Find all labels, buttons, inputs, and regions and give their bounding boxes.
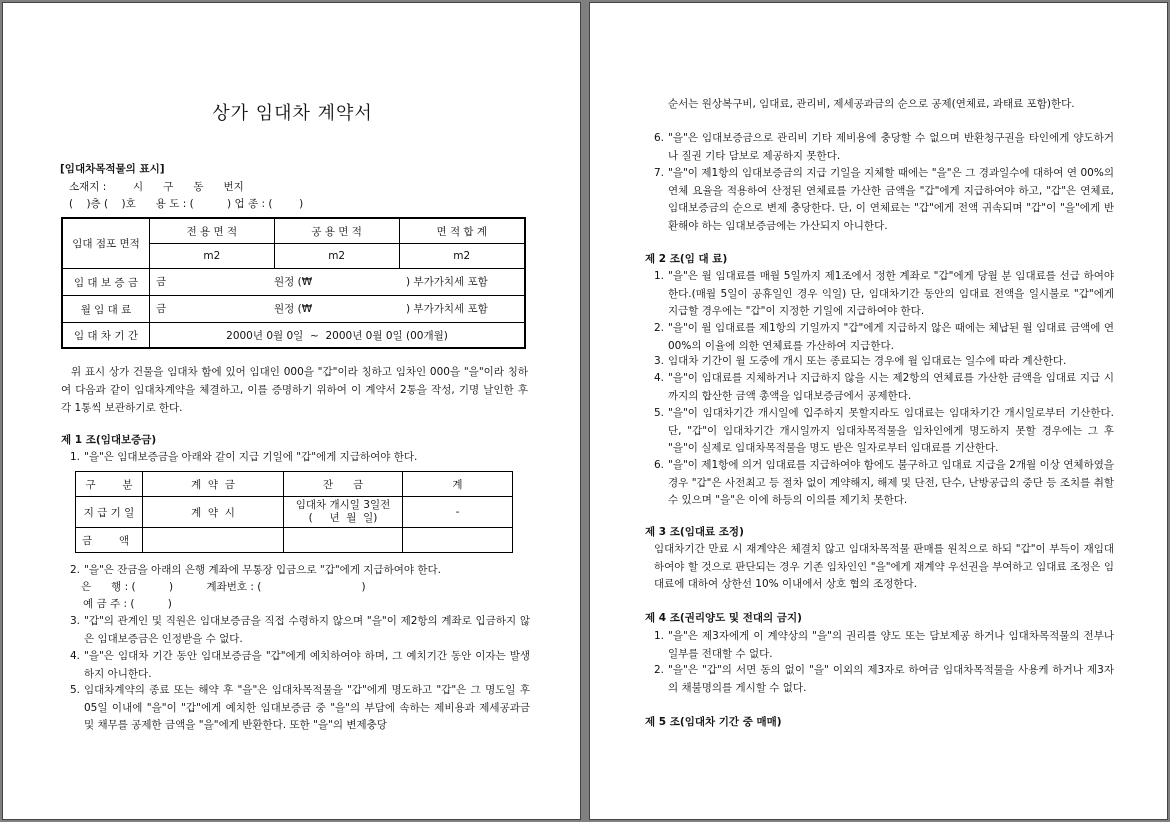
art2-item-2: 2. "을"이 월 임대료를 제1항의 기일까지 "갑"에게 지급하지 않은 때에는 체납된 월 임대료 금액에 연 00%의 이율에 의한 연체료를 가산하여 지급한다. xyxy=(654,322,1114,352)
pay-r1c1: 지 급 기 일 xyxy=(76,497,143,528)
document-page-1 xyxy=(2,2,581,820)
article-3-title: 제 3 조(임대료 조정) xyxy=(645,526,744,538)
pay-r1c4: - xyxy=(403,497,513,528)
pay-r2c1: 금 액 xyxy=(76,528,143,553)
document-title: 상가 임대차 계약서 xyxy=(212,103,373,124)
property-table xyxy=(61,217,526,349)
property-heading: [임대차목적물의 표시] xyxy=(60,163,165,175)
floor-line: ( )층 ( )호 용 도 : ( ) 업 종 : ( ) xyxy=(69,198,304,210)
document-page-2 xyxy=(589,2,1168,820)
unit-common: m2 xyxy=(274,244,399,269)
art1-item-1: 1. "을"은 임대보증금을 아래와 같이 지급 기일에 "갑"에게 지급하여야 한다. xyxy=(70,451,418,463)
deposit-amount: 원정 (₩ xyxy=(274,276,313,288)
deposit-label: 임 대 보 증 금 xyxy=(62,269,150,296)
deposit-prefix: 금 xyxy=(156,276,167,288)
art4-item-2: 2. "을"은 "갑"의 서면 동의 없이 "을" 이외의 제3자로 하여금 임대차목적물을 사용케 하거나 제3자의 채불명의를 게시할 수 없다. xyxy=(654,664,1114,694)
pay-r1c2: 계 약 시 xyxy=(143,497,284,528)
bank-line: 은 행 : ( ) 계좌번호 : ( ) xyxy=(81,581,366,593)
art1-item-5: 5. 임대차계약의 종료 또는 해약 후 "을"은 임대차목적물을 "갑"에게 명도하고 "갑"은 그 명도일 후 05일 이내에 "을"이 "갑"에게 예치한 임대보증금 중 "을"의 부담에 속하는 제비용과 제세공과금 및 채무를 공제한 금액을 "을"에게 반환한다. 또한 "을"의 변제충당 xyxy=(70,684,530,731)
art1-item-6: 6. "을"은 임대보증금으로 관리비 기타 제비용에 충당할 수 없으며 반환청구권을 타인에게 양도하거나 질권 기타 담보로 제공하지 못한다. xyxy=(654,132,1114,162)
col-total-area: 면 적 합 계 xyxy=(399,218,525,244)
article-4-title: 제 4 조(권리양도 및 전대의 금지) xyxy=(645,612,802,624)
intro-paragraph: 위 표시 상가 건물을 임대차 함에 있어 임대인 000을 "갑"이라 칭하고 임차인 000을 "을"이라 칭하여 다음과 같이 임대차계약을 체결하고, 이를 증명하기 위하여 이 계약서 2통을 작성, 기명 날인한 후 각 1통씩 보관하기로 한다. xyxy=(61,366,528,414)
art2-item-1: 1. "을"은 월 임대료를 매월 5일까지 제1조에서 정한 계좌로 "갑"에게 당월 분 임대료를 선급 하여야 한다.(매월 5일이 공휴일인 경우 익일) 단, 임대차기간 동안의 임대료 전액을 일시불로 "갑"에게 지급할 경우에는 "갑"이 지정한 기일에 지급하여야 한다. xyxy=(654,270,1114,317)
unit-exclusive: m2 xyxy=(150,244,275,269)
art2-item-6: 6. "을"이 제1항에 의거 임대료를 지급하여야 함에도 불구하고 임대료 지급을 2개월 이상 연체하였을 경우 "갑"은 사전최고 등 절차 없이 계약해지, 해제 및 단전, 단수, 난방공급의 중단 등 조치를 취할 수 있으며 "을"은 이에 하등의 이의를 제기치 못한다. xyxy=(654,459,1114,506)
art1-item-4: 4. "을"은 임대차 기간 동안 임대보증금을 "갑"에게 예치하여야 하며, 그 예치기간 동안 이자는 발생하지 아니한다. xyxy=(70,650,530,680)
art1-item-3: 3. "갑"의 관계인 및 직원은 임대보증금을 직접 수령하지 않으며 "을"이 제2항의 계좌로 입금하지 않은 임대보증금은 인정받을 수 없다. xyxy=(70,615,530,645)
deposit-vat: ) 부가가치세 포함 xyxy=(406,276,488,288)
area-label: 임대 점포 면적 xyxy=(62,218,150,269)
article-1-title: 제 1 조(임대보증금) xyxy=(61,434,157,446)
depositor-line: 예 금 주 : ( ) xyxy=(83,598,172,610)
art2-item-3: 3. 임대차 기간이 월 도중에 개시 또는 종료되는 경우에 월 임대료는 일수에 따라 계산한다. xyxy=(654,355,1067,367)
rent-prefix: 금 xyxy=(156,303,167,315)
rent-label: 월 임 대 료 xyxy=(62,296,150,323)
location-line: 소재지 : 시 구 동 번지 xyxy=(69,181,244,193)
article-5-title: 제 5 조(임대차 기간 중 매매) xyxy=(645,716,782,728)
payment-table xyxy=(75,471,513,553)
pay-h1: 구 분 xyxy=(76,472,143,497)
unit-total: m2 xyxy=(399,244,525,269)
rent-value xyxy=(150,296,526,323)
art1-item-2: 2. "을"은 잔금을 아래의 은행 계좌에 무통장 입금으로 "갑"에게 지급하여야 한다. xyxy=(70,564,441,576)
period-label: 임 대 차 기 간 xyxy=(62,323,150,349)
art4-item-1: 1. "을"은 제3자에게 이 계약상의 "을"의 권리를 양도 또는 담보제공 하거나 임대차목적물의 전부나 일부를 전대할 수 없다. xyxy=(654,630,1114,660)
art3-text: 임대차기간 만료 시 재계약은 체결치 않고 임대차목적물 판매를 원칙으로 하되 "갑"이 부득이 재임대 하여야 할 것으로 판단되는 경우 기존 임차인인 "을"에게 재계약 우선권을 부여하고 임대료 조정은 임대료에 대하여 상한선 10% 이내에서 상호 협의 조정한다. xyxy=(654,543,1114,590)
art2-item-4: 4. "을"이 임대료를 지체하거나 지급하지 않을 시는 제2항의 연체료를 가산한 금액을 임대료 지급 시까지의 합산한 금액 총액을 임대보증금에서 공제한다. xyxy=(654,372,1114,402)
continued-text: 순서는 원상복구비, 임대료, 관리비, 제세공과금의 순으로 공제(연체료, 과태료 포함)한다. xyxy=(668,98,1075,110)
pay-h3: 잔 금 xyxy=(284,472,403,497)
pay-h2: 계 약 금 xyxy=(143,472,284,497)
article-2-title: 제 2 조(임 대 료) xyxy=(645,253,728,265)
rent-amount: 원정 (₩ xyxy=(274,303,313,315)
period-value: 2000년 0월 0일 ~ 2000년 0월 0일 (00개월) xyxy=(150,323,526,349)
rent-vat: ) 부가가치세 포함 xyxy=(406,303,488,315)
art1-item-7: 7. "을"이 제1항의 임대보증금의 지급 기일을 지체할 때에는 "을"은 그 경과일수에 대하여 연 00%의 연체 요율을 적용하여 산정된 연체료를 가산한 금액을 "갑"에게 지급하여야 하고, "갑"은 연체료, 임대보증금의 순으로 변제 충당한다. 단, 이 연체료는 "갑"에게 전액 귀속되며 "갑"이 "을"에게 반환해야 하는 임대보증금에는 가산되지 아니한다. xyxy=(654,167,1114,232)
col-common-area: 공 용 면 적 xyxy=(274,218,399,244)
pay-r1c3: 임대차 개시일 3일전 ( 년 월 일) xyxy=(284,497,403,528)
pay-h4: 계 xyxy=(403,472,513,497)
deposit-value xyxy=(150,269,526,296)
col-exclusive-area: 전 용 면 적 xyxy=(150,218,275,244)
art2-item-5: 5. "을"이 임대차기간 개시일에 입주하지 못할지라도 임대료는 임대차기간 개시일로부터 기산한다. 단, "갑"이 임대차기간 개시일까지 임대차목적물을 임차인에게 명도하지 못할 경우에는 그 후 "을"이 실제로 임대차목적물을 명도 받은 일자로부터 임대료를 기산한다. xyxy=(654,407,1114,454)
